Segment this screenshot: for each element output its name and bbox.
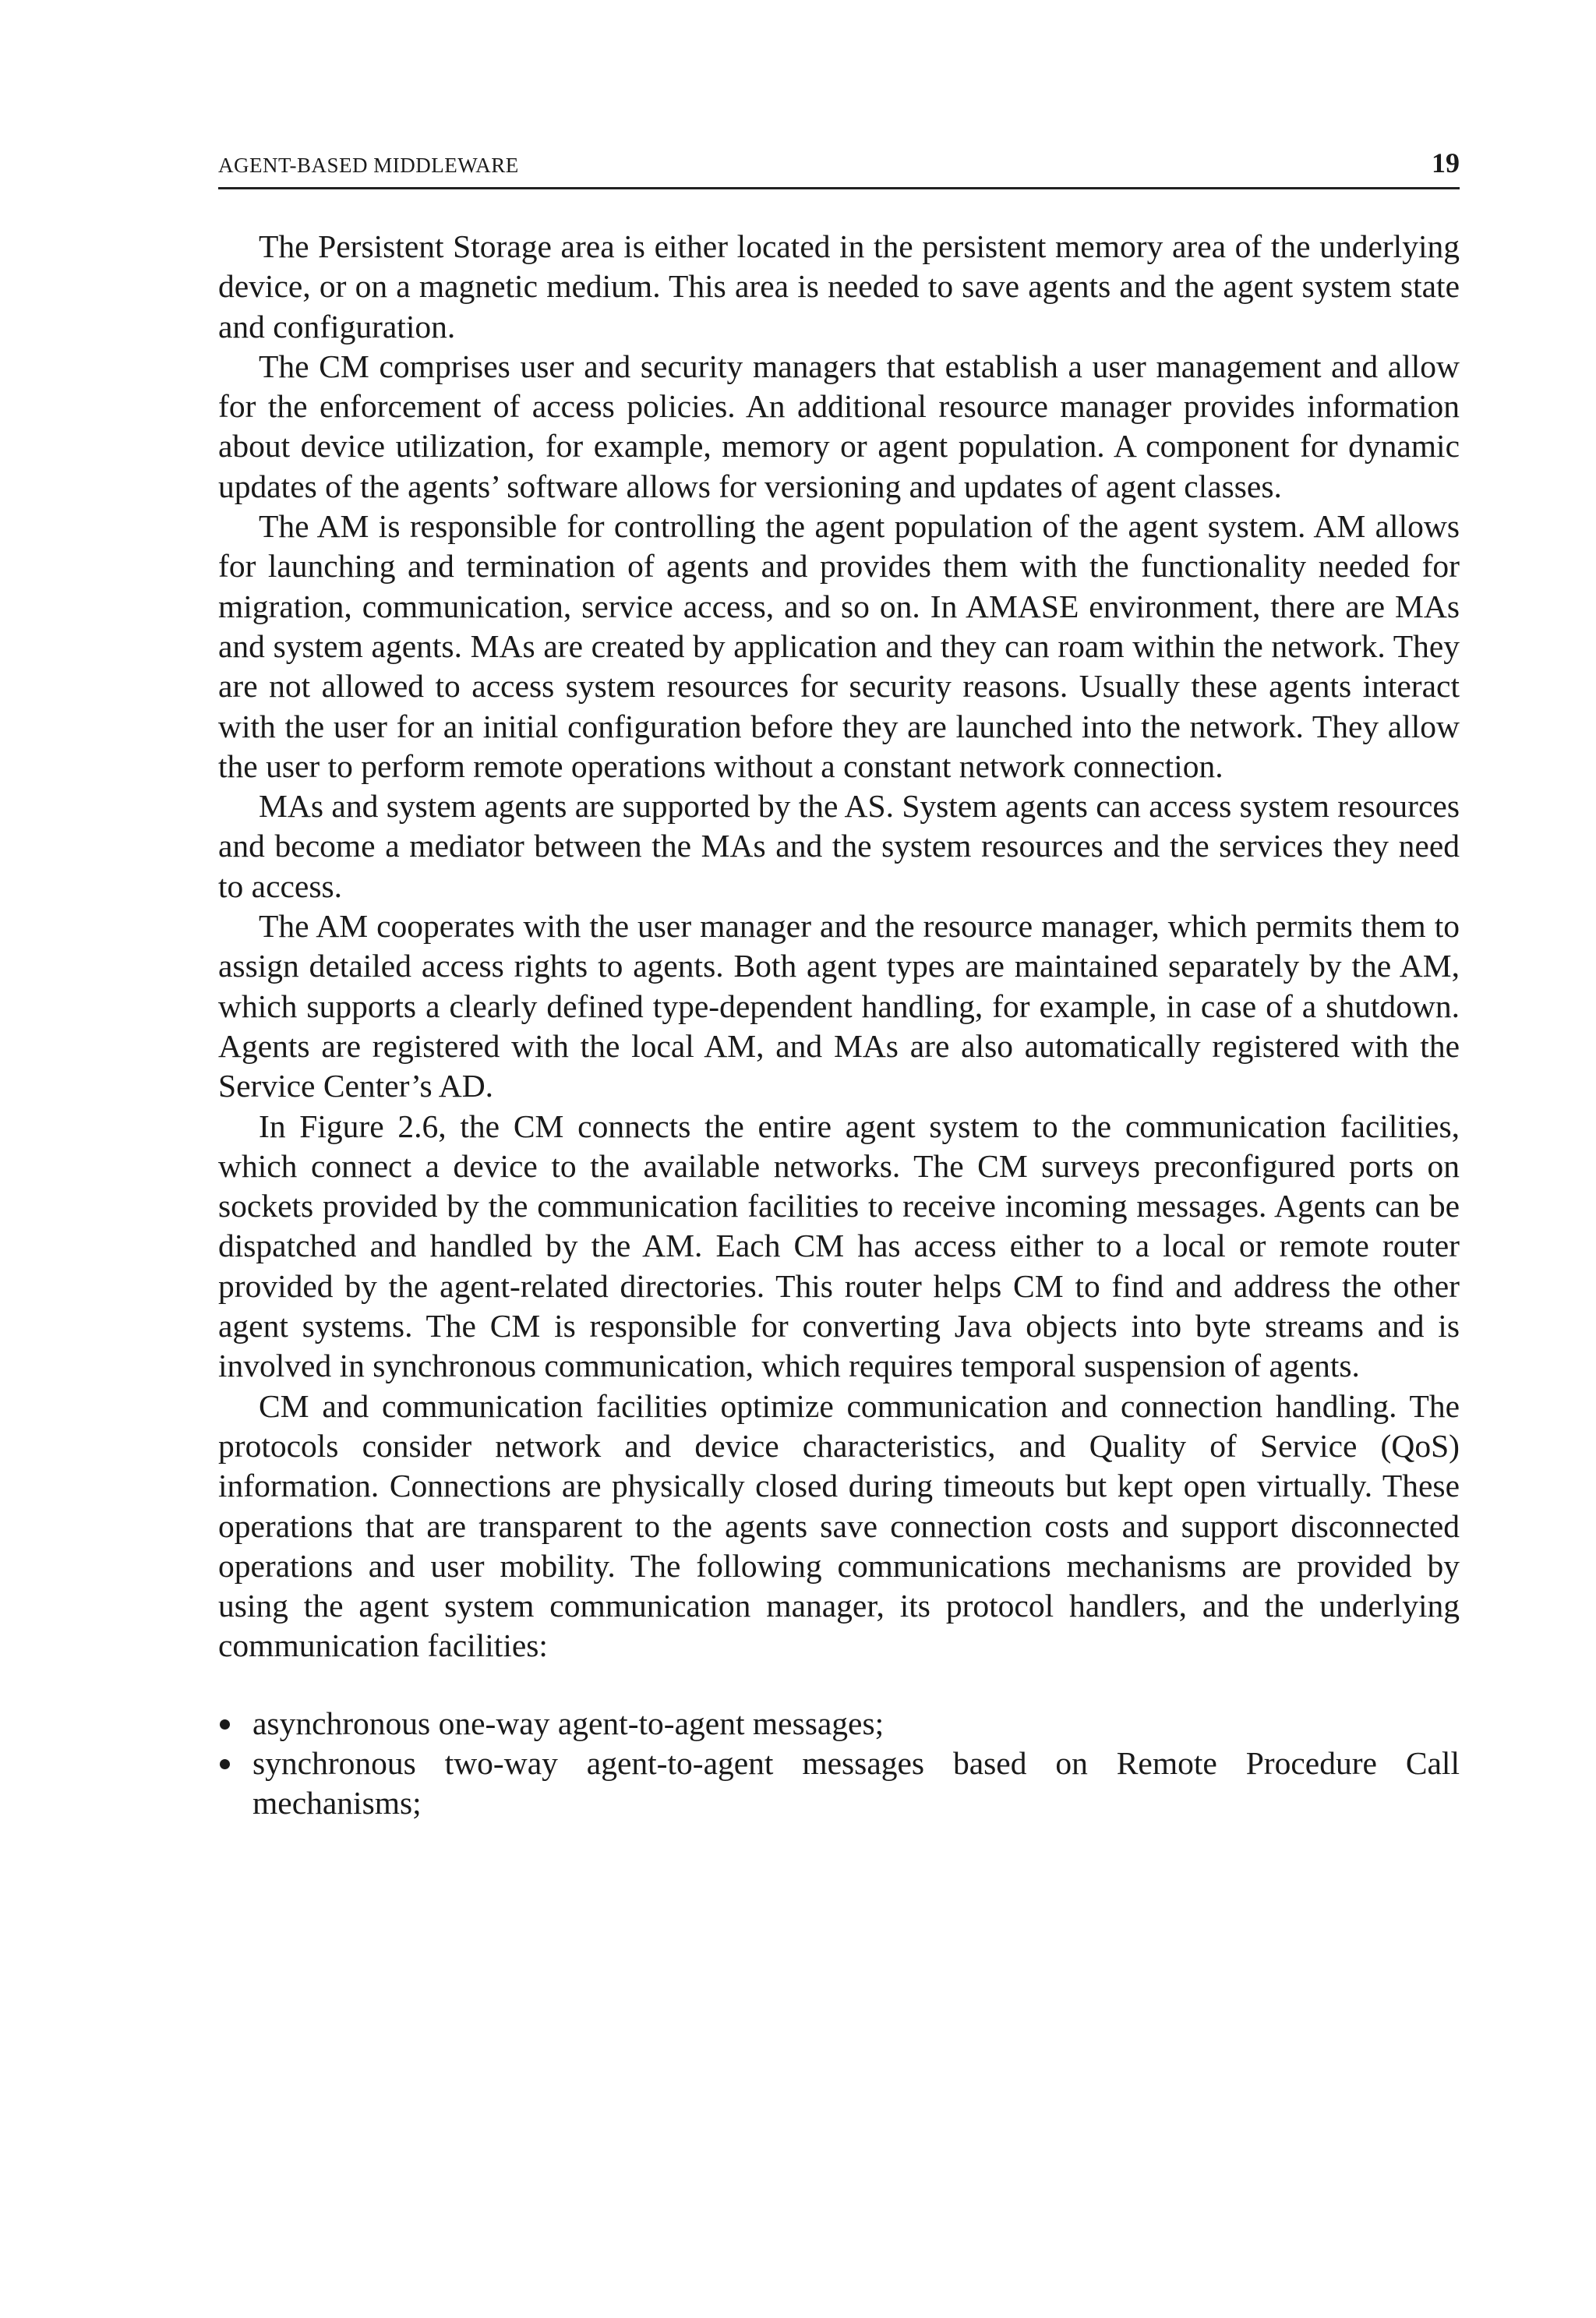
paragraph: MAs and system agents are supported by the AS. System agents can access system resources and become a mediator between the MAs and the system resources and the services they need to access. (218, 788, 1460, 904)
running-title: AGENT-BASED MIDDLEWARE (218, 154, 519, 177)
bullet-list (218, 1704, 1460, 1824)
bullet-text: asynchronous one-way agent-to-agent messages; (252, 1705, 885, 1741)
paragraph: The Persistent Storage area is either located in the persistent memory area of the underlying device, or on a magnetic medium. This area is needed to save agents and the agent system state and configuration. (218, 228, 1460, 345)
paragraph: The AM cooperates with the user manager and the resource manager, which permits them to assign detailed access rights to agents. Both agent types are maintained separately by the AM, which supports a clearly defined type-dependent handling, for example, in case of a shutdown. Agents are registered with the local AM, and MAs are also automatically registered with the Service Center’s AD. (218, 908, 1460, 1104)
paragraph: The AM is responsible for controlling the agent population of the agent system. AM allows for launching and termination of agents and provides them with the functionality needed for migration, communication, service access, and so on. In AMASE environment, there are MAs and system agents. MAs are created by application and they can roam within the network. They are not allowed to access system resources for security reasons. Usually these agents interact with the user for an initial configuration before they are launched into the network. They allow the user to perform remote operations without a constant network connection. (218, 508, 1460, 784)
running-header (218, 140, 1460, 189)
paragraph: In Figure 2.6, the CM connects the entire agent system to the communication facilities, which connect a device to the available networks. The CM surveys preconfigured ports on sockets provided by the communication facilities to receive incoming messages. Agents can be dispatched and handled by the AM. Each CM has access either to a local or remote router provided by the agent-related directories. This router helps CM to find and address the other agent systems. The CM is responsible for converting Java objects into byte streams and is involved in synchronous communication, which requires temporal suspension of agents. (218, 1108, 1460, 1384)
page-number: 19 (1432, 147, 1460, 178)
bullet-item (218, 1744, 1460, 1824)
bullet-icon (220, 1759, 230, 1769)
body-text (218, 227, 1460, 1666)
book-page (218, 140, 1460, 1824)
bullet-text: synchronous two-way agent-to-agent messages based on Remote Procedure Call mechanisms; (252, 1744, 1460, 1822)
paragraph: CM and communication facilities optimize communication and connection handling. The protocols consider network and device characteristics, and Quality of Service (QoS) information. Connections are physically closed during timeouts but kept open virtually. These operations that are transparent to the agents save connection costs and support disconnected operations and user mobility. The following communications mechanisms are provided by using the agent system communication manager, its protocol handlers, and the underlying communication facilities: (218, 1387, 1460, 1664)
paragraph: The CM comprises user and security managers that establish a user management and allow for the enforcement of access policies. An additional resource manager provides information about device utilization, for example, memory or agent population. A component for dynamic updates of the agents’ software allows for versioning and updates of agent classes. (218, 348, 1460, 504)
bullet-icon (220, 1719, 230, 1730)
bullet-item (218, 1704, 1460, 1744)
